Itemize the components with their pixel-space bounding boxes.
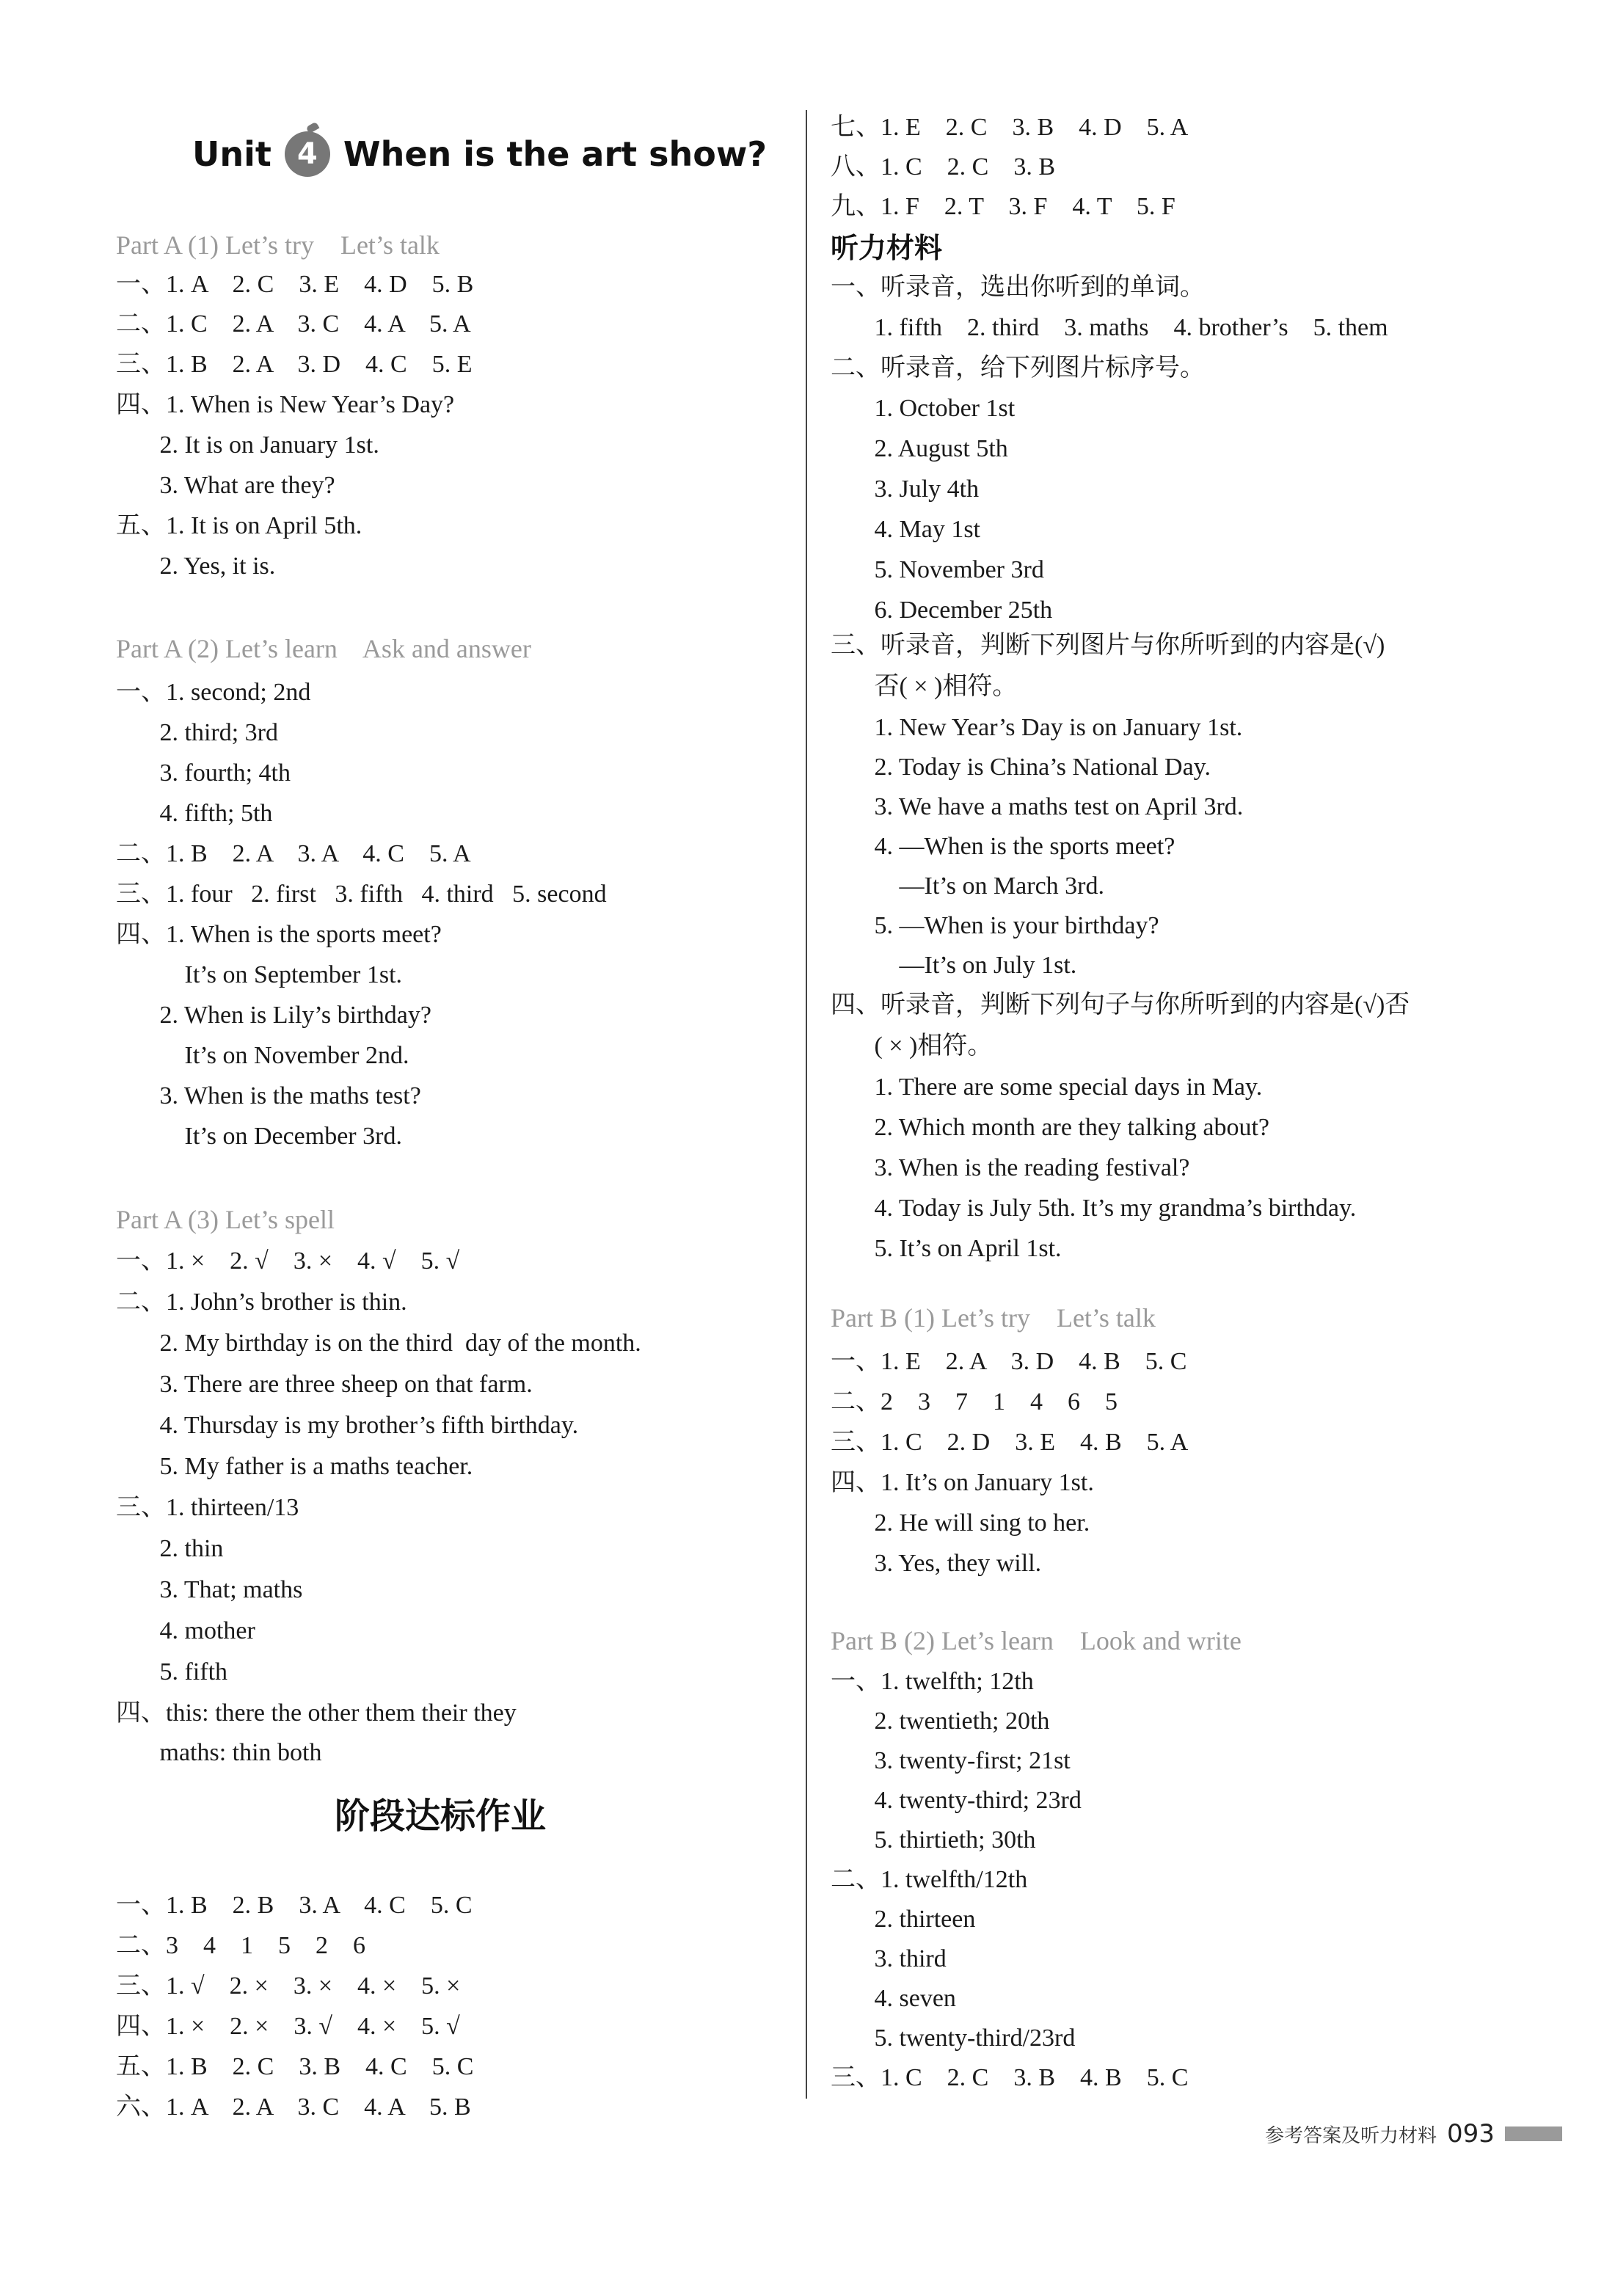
listening-line: 三、听录音，判断下列图片与你所听到的内容是(√)	[831, 632, 1385, 659]
answer-line: 六、1. A 2. A 3. C 4. A 5. B	[116, 2093, 471, 2121]
answer-line: 三、1. √ 2. × 3. × 4. × 5. ×	[116, 1972, 461, 2000]
answer-line: 一、1. second; 2nd	[116, 679, 311, 706]
answer-line: 3. fourth; 4th	[116, 759, 291, 787]
section-heading: Part B (1) Let’s try Let’s talk	[831, 1303, 1156, 1333]
listening-line: 2. August 5th	[831, 435, 1008, 462]
answer-line: 5. twenty-third/23rd	[831, 2025, 1076, 2052]
page-footer	[1265, 2119, 1562, 2149]
listening-line: 4. —When is the sports meet?	[831, 833, 1175, 860]
answer-line: 四、1. It’s on January 1st.	[831, 1469, 1094, 1496]
column-divider	[806, 110, 807, 2099]
answer-line: 4. mother	[116, 1617, 255, 1644]
listening-line: 1. fifth 2. third 3. maths 4. brother’s 5. them	[831, 314, 1388, 341]
answer-line: 五、1. B 2. C 3. B 4. C 5. C	[116, 2053, 474, 2080]
footer-label: 参考答案及听力材料	[1265, 2124, 1437, 2147]
answer-line: 2. My birthday is on the third day of the month.	[116, 1330, 641, 1357]
unit-title: When is the art show?	[343, 134, 768, 174]
answer-line: 三、1. four 2. first 3. fifth 4. third 5. second	[116, 881, 607, 908]
listening-line: —It’s on July 1st.	[831, 952, 1077, 979]
answer-line: 2. thin	[116, 1535, 224, 1562]
answer-line: 4. fifth; 5th	[116, 800, 273, 827]
listening-line: 1. October 1st	[831, 395, 1016, 422]
listening-line: 一、听录音，选出你听到的单词。	[831, 274, 1205, 301]
answer-line: 一、1. E 2. A 3. D 4. B 5. C	[831, 1348, 1187, 1375]
answer-line: 一、1. B 2. B 3. A 4. C 5. C	[116, 1892, 473, 1919]
stage-assignment-title: 阶段达标作业	[335, 1796, 547, 1837]
answer-line: 2. Yes, it is.	[116, 553, 276, 580]
section-heading: Part A (3) Let’s spell	[116, 1205, 335, 1234]
page-number: 093	[1447, 2119, 1495, 2149]
answer-line: 一、1. × 2. √ 3. × 4. √ 5. √	[116, 1247, 460, 1275]
answer-line: 二、1. John’s brother is thin.	[116, 1289, 407, 1316]
answer-line: 5. My father is a maths teacher.	[116, 1453, 473, 1480]
answer-line: 2. It is on January 1st.	[116, 431, 379, 459]
answer-line: 四、1. When is the sports meet?	[116, 921, 442, 948]
listening-line: 5. November 3rd	[831, 556, 1044, 583]
answer-line: 3. twenty-first; 21st	[831, 1747, 1071, 1774]
answer-line: 二、1. twelfth/12th	[831, 1866, 1028, 1893]
answer-line: 2. twentieth; 20th	[831, 1708, 1050, 1735]
listening-line: —It’s on March 3rd.	[831, 872, 1105, 900]
listening-line: 四、听录音，判断下列句子与你所听到的内容是(√)否	[831, 991, 1410, 1018]
answer-line: 2. When is Lily’s birthday?	[116, 1002, 431, 1029]
listening-line: 二、听录音，给下列图片标序号。	[831, 354, 1205, 382]
answer-line: 一、1. A 2. C 3. E 4. D 5. B	[116, 271, 474, 298]
unit-word: Unit	[192, 134, 271, 174]
listening-line: 3. We have a maths test on April 3rd.	[831, 793, 1244, 820]
answer-line: It’s on November 2nd.	[116, 1042, 409, 1069]
listening-line: 4. Today is July 5th. It’s my grandma’s birthday.	[831, 1195, 1357, 1222]
answer-line: 二、3 4 1 5 2 6	[116, 1932, 365, 1959]
answer-line: 四、1. × 2. × 3. √ 4. × 5. √	[116, 2013, 460, 2040]
answer-line: 2. thirteen	[831, 1906, 976, 1933]
listening-line: 2. Which month are they talking about?	[831, 1114, 1270, 1141]
answer-line: 二、1. B 2. A 3. A 4. C 5. A	[116, 840, 471, 867]
listening-line: 否( × )相符。	[831, 673, 1018, 700]
answer-line: 八、1. C 2. C 3. B	[831, 153, 1056, 181]
footer-bar	[1505, 2126, 1562, 2141]
unit-title-bar	[192, 125, 767, 183]
listening-line: 3. July 4th	[831, 475, 980, 503]
answer-line: It’s on September 1st.	[116, 961, 403, 988]
listening-heading: 听力材料	[831, 232, 943, 264]
section-heading: Part A (1) Let’s try Let’s talk	[116, 230, 440, 260]
answer-line: maths: thin both	[116, 1739, 322, 1766]
section-heading: Part A (2) Let’s learn Ask and answer	[116, 634, 531, 663]
answer-line: 4. seven	[831, 1985, 956, 2012]
answer-line: 4. twenty-third; 23rd	[831, 1787, 1082, 1814]
listening-line: 5. It’s on April 1st.	[831, 1235, 1062, 1262]
answer-line: 2. He will sing to her.	[831, 1509, 1090, 1537]
answer-line: 四、this: there the other them their they	[116, 1699, 517, 1727]
answer-line: 3. There are three sheep on that farm.	[116, 1371, 533, 1398]
answer-line: 四、1. When is New Year’s Day?	[116, 391, 455, 418]
listening-line: 3. When is the reading festival?	[831, 1154, 1190, 1181]
answer-line: 3. Yes, they will.	[831, 1550, 1042, 1577]
listening-line: 4. May 1st	[831, 516, 980, 543]
listening-line: 1. New Year’s Day is on January 1st.	[831, 714, 1243, 741]
answer-line: 3. When is the maths test?	[116, 1082, 421, 1109]
answer-line: 5. thirtieth; 30th	[831, 1826, 1036, 1854]
answer-line: 三、1. C 2. D 3. E 4. B 5. A	[831, 1429, 1189, 1456]
section-heading: Part B (2) Let’s learn Look and write	[831, 1626, 1242, 1655]
answer-line: 3. third	[831, 1945, 947, 1972]
answer-line: It’s on December 3rd.	[116, 1123, 402, 1150]
answer-line: 三、1. thirteen/13	[116, 1494, 299, 1521]
answer-line: 2. third; 3rd	[116, 719, 278, 746]
answer-line: 三、1. B 2. A 3. D 4. C 5. E	[116, 351, 473, 378]
unit-number-badge: 4	[285, 131, 330, 177]
answer-line: 5. fifth	[116, 1658, 228, 1685]
answer-line: 二、2 3 7 1 4 6 5	[831, 1388, 1118, 1415]
answer-line: 3. That; maths	[116, 1576, 303, 1603]
answer-line: 九、1. F 2. T 3. F 4. T 5. F	[831, 193, 1175, 220]
answer-line: 三、1. C 2. C 3. B 4. B 5. C	[831, 2064, 1189, 2091]
listening-line: 1. There are some special days in May.	[831, 1074, 1263, 1101]
answer-line: 七、1. E 2. C 3. B 4. D 5. A	[831, 114, 1189, 141]
listening-line: 5. —When is your birthday?	[831, 912, 1159, 939]
answer-line: 3. What are they?	[116, 472, 335, 499]
answer-line: 五、1. It is on April 5th.	[116, 512, 362, 539]
answer-line: 一、1. twelfth; 12th	[831, 1668, 1034, 1695]
listening-line: ( × )相符。	[831, 1032, 993, 1060]
listening-line: 6. December 25th	[831, 597, 1053, 624]
listening-line: 2. Today is China’s National Day.	[831, 754, 1211, 781]
answer-line: 二、1. C 2. A 3. C 4. A 5. A	[116, 310, 471, 338]
answer-line: 4. Thursday is my brother’s fifth birthday.	[116, 1412, 579, 1439]
